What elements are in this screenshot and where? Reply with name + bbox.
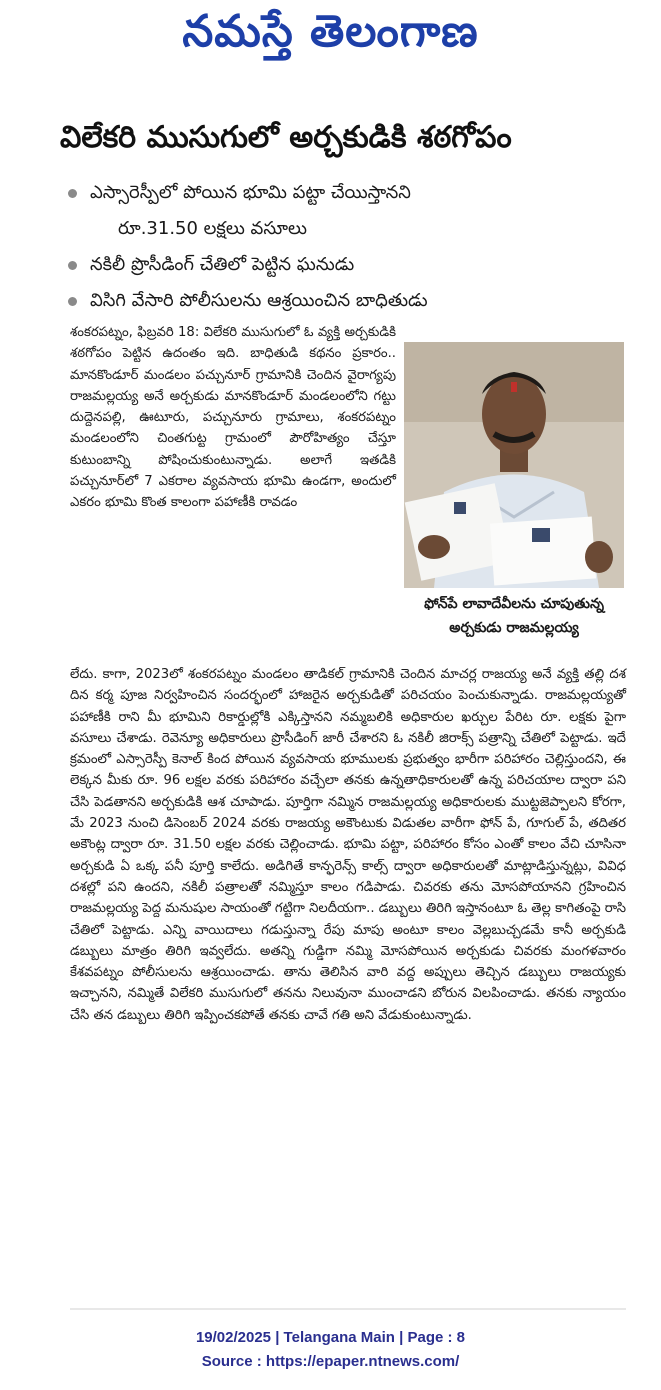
article-headline: విలేకరి ముసుగులో అర్చకుడికి శఠగోపం	[60, 120, 512, 155]
bullet-icon	[68, 297, 77, 306]
bullet-text: ఎస్సారెస్పీలో పోయిన భూమి పట్టా చేయిస్తానని	[90, 182, 411, 203]
article-body	[70, 664, 626, 1026]
bullet-item-continued	[68, 211, 643, 247]
source-link[interactable]: Source : https://epaper.ntnews.com/	[201, 1353, 460, 1370]
person-photo-icon	[404, 342, 624, 588]
bullet-text: రూ.31.50 లక్షలు వసూలు	[118, 218, 307, 239]
subheading-bullets	[68, 175, 643, 319]
bullet-item	[68, 247, 643, 283]
masthead	[0, 0, 661, 80]
photo-caption: ఫోన్‌పే లావాదేవీలను చూపుతున్న అర్చకుడు రాజమల్లయ్య	[424, 596, 604, 636]
bullet-text: విసిగి వేసారి పోలీసులను ఆశ్రయించిన బాధితుడు	[90, 290, 428, 311]
bullet-text: నకిలీ ప్రొసీడింగ్ చేతిలో పెట్టిన ఘనుడు	[90, 254, 355, 275]
article-paragraph: శంకరపట్నం, ఫిబ్రవరి 18: విలేకరి ముసుగులో ఓ వ్యక్తి అర్చకుడికి శఠగోపం పెట్టిన ఉదంతం ఇది. బాధితుడి కథనం ప్రకారం.. మానకొండూర్ మండలం పచ్చునూర్ గ్రామానికి చెందిన వైరాగ్యపు రాజమల్లయ్య అనే అర్చకుడు మానకొండూర్ మండలంలోని గట్టు దుద్దెనపల్లి, ఊటూరు, పచ్చునూరు గ్రామాలు, శంకరపట్నం మండలంలోని చింతగుట్ట గ్రామంలో పౌరోహిత్యం చేస్తూ కుటుంబాన్ని పోషించుకుంటున్నాడు. అలాగే ఇతడికి పచ్చునూర్‌లో 7 ఎకరాల వ్యవసాయ భూమి ఉండగా, అందులో ఎకరం భూమి కొంత కాలంగా పహాణీకి రావడం	[70, 325, 396, 511]
edition-info: 19/02/2025 | Telangana Main | Page : 8	[195, 1329, 466, 1346]
bullet-item	[68, 175, 643, 211]
divider	[70, 1308, 626, 1310]
article-paragraph: లేదు. కాగా, 2023లో శంకరపట్నం మండలం తాడికల్ గ్రామానికి చెందిన మాచర్ల రాజయ్య అనే వ్యక్తి తల్లి దశ దిన కర్మ పూజ నిర్వహించిన సందర్భంలో హాజరైన అర్చకుడితో పరిచయం పెంచుకున్నాడు. రాజమల్లయ్యతో పహాణీకి రాని మీ భూమిని రికార్డుల్లోకి ఎక్కిస్తానని నమ్మబలికి అధికారుల ఖర్చుల పేరిట రూ. లక్షకు పైగా వసూలు చేశాడు. రెవెన్యూ అధికారులు ప్రొసీడింగ్ జారీ చేశారని ఓ నకిలీ జిరాక్స్ పత్రాన్ని చేతిలో పెట్టాడు. ఇదే క్రమంలో ఎస్సారెస్పీ కెనాల్ కింద పోయిన వ్యవసాయ భూములకు ప్రభుత్వం భారీగా పరిహారం చెల్లిస్తుందని, ఈ లెక్కన మీకు రూ. 96 లక్షల వరకు పరిహారం వచ్చేలా తనకు ఉన్నతాధికారులతో ఉన్న పరిచయాల ద్వారా పని చేసి పెడతానని అర్చకుడికి ఆశ చూపాడు. పూర్తిగా నమ్మిన రాజమల్లయ్య అధికారులకు ముట్టజెప్పాలని కోరగా, మే 2023 నుంచి డిసెంబర్ 2024 వరకు రాజయ్య అకౌంటుకు విడుతల వారీగా ఫోన్ పే, గూగుల్ పే, తదితర అకౌంట్ల ద్వారా రూ. 31.50 లక్షల వరకు చెల్లించాడు. భూమి పట్టా, పరిహారం కోసం ఎంతో కాలం వేచి చూసినా అర్చకుడి ఏ ఒక్క పనీ పూర్తి కాలేదు. అడిగితే కాన్ఫరెన్స్ కాల్స్ ద్వారా అధికారులతో మాట్లాడిస్తున్నట్లు, వివిధ దశల్లో పని ఉందని, నకిలీ పత్రాలతో నమ్మిస్తూ కాలం గడిపాడు. చివరకు తను మోసపోయానని గ్రహించిన రాజమల్లయ్య పెద్ద మనుషుల సాయంతో గట్టిగా నిలదీయగా.. డబ్బులు తిరిగి ఇస్తానంటూ ఓ తెల్ల కాగితంపై రాసి చేతిలో పెట్టాడు. ఎన్ని వాయిదాలు గడుస్తున్నా రేపు మాపు అంటూ కాలం వెల్లబుచ్చడమే కానీ అర్చకుడి డబ్బులు మాత్రం తిరిగి ఇవ్వలేదు. అతన్ని గుడ్డిగా నమ్మి మోసపోయిన అర్చకుడు చివరకు మంగళవారం కేశవపట్నం పోలీసులను ఆశ్రయించాడు. తాను తెలిసిన వారి వద్ద అప్పులు తెచ్చిన డబ్బులు రాజయ్యకు ఇచ్చానని, నమ్మితే విలేకరి ముసుగులో తనను నిలువునా ముంచాడని బోరున విలపించాడు. తనకు న్యాయం చేసి తన డబ్బులు తిరిగి ఇప్పించకపోతే తనకు చావే గతి అని వేడుకుంటున్నాడు.	[70, 667, 627, 1023]
newspaper-logo: నమస్తే తెలంగాణ	[182, 6, 479, 57]
article-photo	[404, 342, 624, 588]
bullet-item	[68, 283, 643, 319]
article-body-intro	[70, 322, 396, 514]
bullet-icon	[68, 189, 77, 198]
page-footer	[0, 1326, 661, 1374]
bullet-icon	[68, 261, 77, 270]
